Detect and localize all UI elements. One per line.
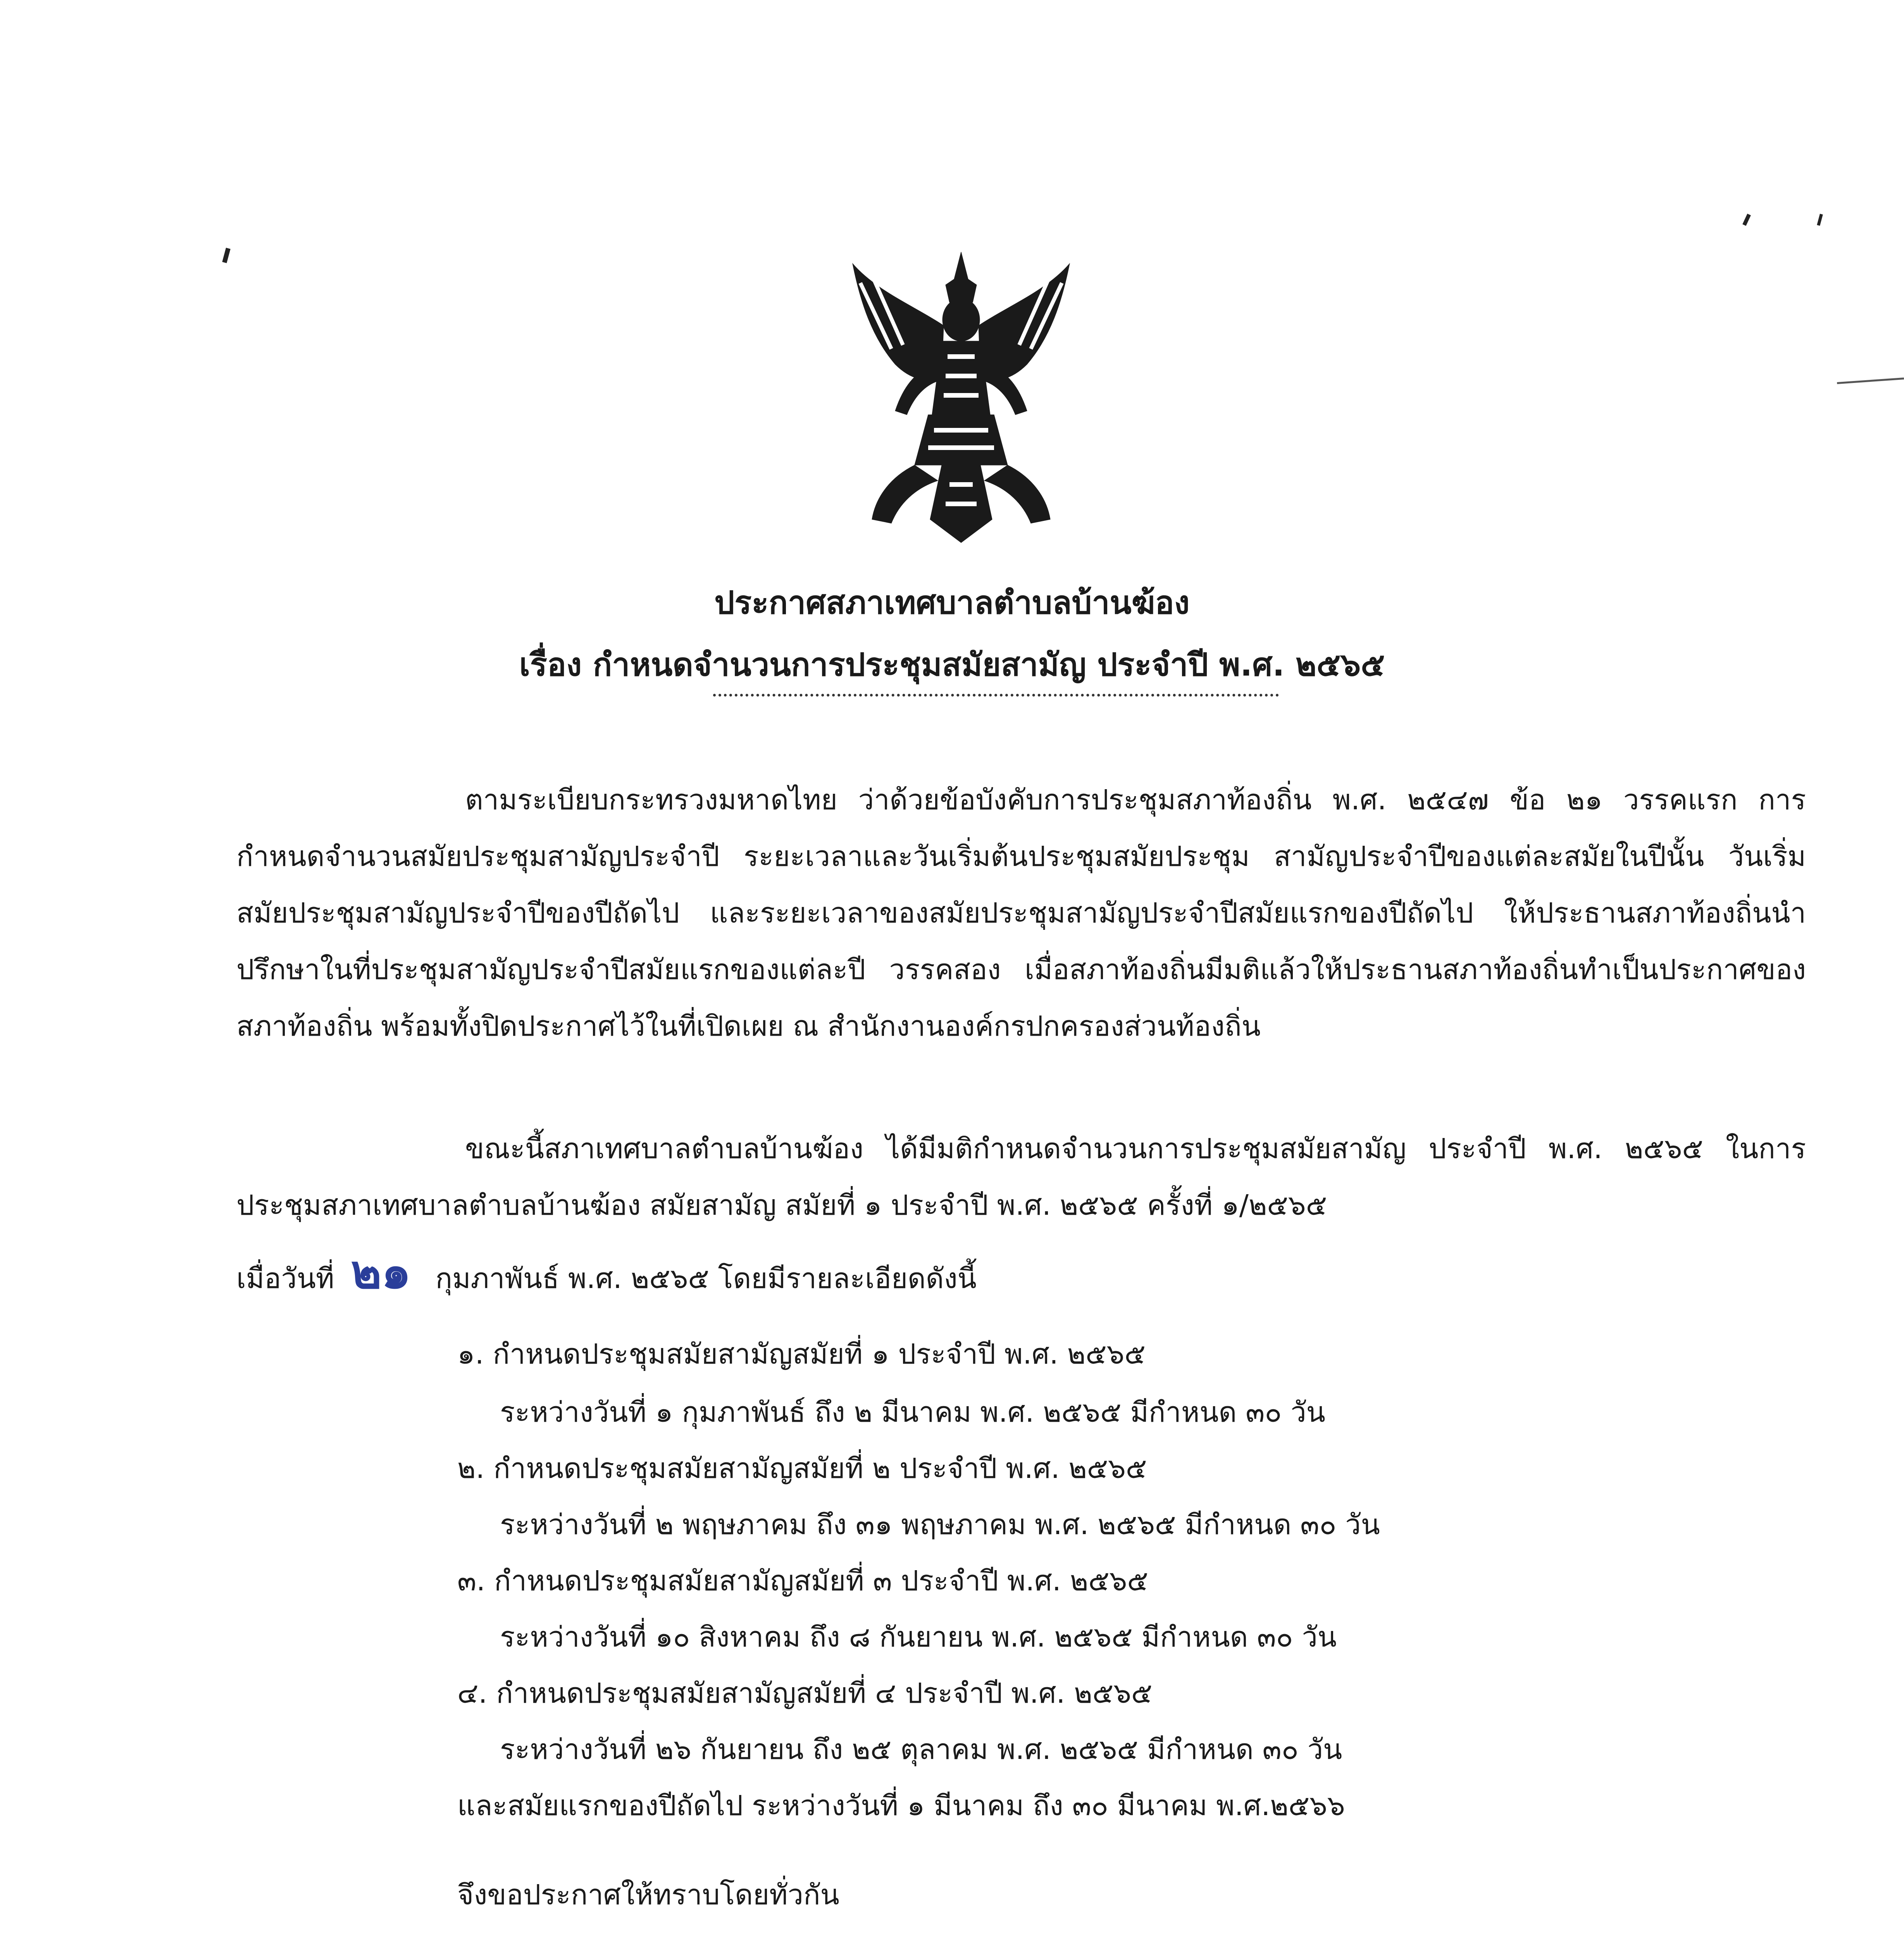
scan-mark: [1742, 214, 1751, 226]
session-2-title: ๒. กำหนดประชุมสมัยสามัญสมัยที่ ๒ ประจำปี พ.ศ. ๒๕๖๕: [457, 1452, 1147, 1485]
paragraph-resolution: [236, 1120, 1806, 1233]
next-year-session: และสมัยแรกของปีถัดไป ระหว่างวันที่ ๑ มีนาคม ถึง ๓๐ มีนาคม พ.ศ.๒๕๖๖: [457, 1789, 1345, 1822]
meeting-date-line: [236, 1235, 977, 1309]
announcement-subject: เรื่อง กำหนดจำนวนการประชุมสมัยสามัญ ประจำปี พ.ศ. ๒๕๖๕: [519, 647, 1385, 683]
scan-mark: [1817, 214, 1823, 226]
session-2-period: ระหว่างวันที่ ๒ พฤษภาคม ถึง ๓๑ พฤษภาคม พ.ศ. ๒๕๖๕ มีกำหนด ๓๐ วัน: [500, 1508, 1380, 1541]
meeting-date-handwritten: ๒๑: [351, 1245, 411, 1299]
meeting-date-prefix: เมื่อวันที่: [236, 1262, 334, 1295]
paragraph-regulation: [236, 771, 1806, 1054]
session-4-period: ระหว่างวันที่ ๒๖ กันยายน ถึง ๒๕ ตุลาคม พ.ศ. ๒๕๖๕ มีกำหนด ๓๐ วัน: [500, 1733, 1342, 1766]
scan-mark: [1837, 378, 1904, 384]
paragraph-resolution-text: ขณะนี้สภาเทศบาลตำบลบ้านฆ้อง ได้มีมติกำหนดจำนวนการประชุมสมัยสามัญ ประจำปี พ.ศ. ๒๕๖๕ ในการประชุมสภาเทศบาลตำบลบ้านฆ้อง สมัยสามัญ สมัยที่ ๑ ประจำปี พ.ศ. ๒๕๖๕ ครั้งที่ ๑/๒๕๖๕: [236, 1132, 1806, 1221]
session-3-period: ระหว่างวันที่ ๑๐ สิงหาคม ถึง ๘ กันยายน พ.ศ. ๒๕๖๕ มีกำหนด ๓๐ วัน: [500, 1621, 1337, 1653]
garuda-emblem-icon: [845, 248, 1077, 547]
session-4-title: ๔. กำหนดประชุมสมัยสามัญสมัยที่ ๔ ประจำปี พ.ศ. ๒๕๖๕: [457, 1677, 1153, 1709]
paragraph-regulation-text: ตามระเบียบกระทรวงมหาดไทย ว่าด้วยข้อบังคับการประชุมสภาท้องถิ่น พ.ศ. ๒๕๔๗ ข้อ ๒๑ วรรคแรก การกำหนดจำนวนสมัยประชุมสามัญประจำปี ระยะเวลาและวันเริ่มต้นประชุมสมัยประชุม สามัญประจำปีของแต่ละสมัยในปีนั้น วันเริ่มสมัยประชุมสามัญประจำปีของปีถัดไป และระยะเวลาของสมัยประชุมสามัญประจำปีสมัยแรกของปีถัดไป ให้ประธานสภาท้องถิ่นนำปรึกษาในที่ประชุมสามัญประจำปีสมัยแรกของแต่ละปี วรรคสอง เมื่อสภาท้องถิ่นมีมติแล้วให้ประธานสภาท้องถิ่นทำเป็นประกาศของสภาท้องถิ่น พร้อมทั้งปิดประกาศไว้ในที่เปิดเผย ณ สำนักงานองค์กรปกครองส่วนท้องถิ่น: [236, 783, 1806, 1042]
dotted-divider: [713, 694, 1279, 697]
session-1-title: ๑. กำหนดประชุมสมัยสามัญสมัยที่ ๑ ประจำปี พ.ศ. ๒๕๖๕: [457, 1338, 1146, 1370]
scan-mark: [222, 248, 230, 263]
closing-announcement: จึงขอประกาศให้ทราบโดยทั่วกัน: [457, 1878, 839, 1911]
session-1-period: ระหว่างวันที่ ๑ กุมภาพันธ์ ถึง ๒ มีนาคม พ.ศ. ๒๕๖๕ มีกำหนด ๓๐ วัน: [500, 1396, 1325, 1428]
meeting-date-suffix: กุมภาพันธ์ พ.ศ. ๒๕๖๕ โดยมีรายละเอียดดังนี้: [435, 1262, 977, 1295]
announcement-title: ประกาศสภาเทศบาลตำบลบ้านฆ้อง: [714, 585, 1190, 621]
session-3-title: ๓. กำหนดประชุมสมัยสามัญสมัยที่ ๓ ประจำปี พ.ศ. ๒๕๖๕: [457, 1564, 1148, 1597]
